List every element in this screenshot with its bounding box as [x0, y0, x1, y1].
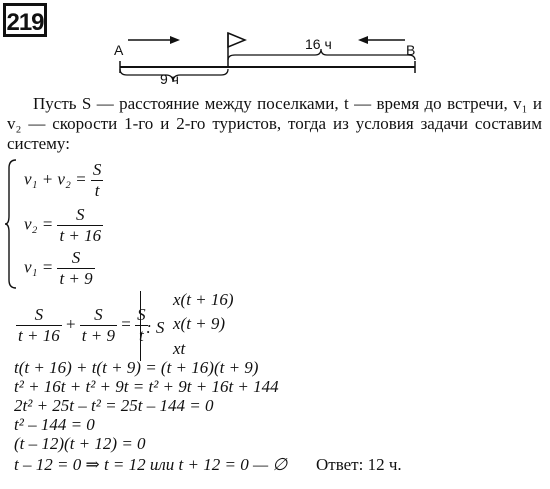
equation-1-denominator: t: [91, 180, 104, 201]
time-after-meeting-label: 16 ч: [305, 36, 332, 52]
combined-frac-2-numerator: S: [94, 305, 103, 324]
equation-3-numerator: S: [71, 248, 81, 267]
arrow-left-head-icon: [358, 36, 368, 44]
equation-2-numerator: S: [76, 205, 85, 224]
combined-frac-2-denominator: t + 9: [81, 326, 115, 345]
combined-equation: [16, 305, 148, 346]
combined-plus: +: [65, 314, 76, 334]
flag-icon: [228, 33, 245, 47]
equation-2-denominator: t + 16: [59, 226, 102, 245]
divider-line: [140, 291, 141, 361]
combined-frac-3-numerator: S: [137, 305, 146, 324]
step-5: (t – 12)(t + 12) = 0: [14, 434, 146, 453]
equation-3-lhs: v₁ =: [24, 257, 54, 277]
problem-number-badge: 219: [3, 3, 47, 37]
combined-frac-1-numerator: S: [34, 305, 44, 324]
multiplier-1: x(t + 16): [173, 290, 234, 309]
equation-3: [24, 248, 95, 289]
step-1: t(t + 16) + t(t + 9) = (t + 16)(t + 9): [14, 358, 259, 377]
equation-2: [24, 205, 103, 246]
equation-3-denominator: t + 9: [59, 269, 93, 288]
point-a-label: A: [114, 42, 124, 58]
arrow-right-head-icon: [170, 36, 180, 44]
combined-equals: =: [121, 314, 131, 334]
answer: Ответ: 12 ч.: [316, 455, 402, 474]
point-b-label: B: [406, 42, 416, 58]
combined-frac-1-denominator: t + 16: [18, 326, 60, 345]
equation-1-lhs: v₁ + v₂ =: [24, 169, 87, 189]
equation-1: [24, 160, 103, 201]
step-4: t² – 144 = 0: [14, 415, 95, 434]
multiplier-2: x(t + 9): [173, 314, 226, 333]
route-diagram: [100, 25, 430, 90]
intro-paragraph: Пусть S — расстояние между поселками, t — время до встречи, v₁ и v₂ — скорости 1-го и 2-го туристов, тогда из условия задачи составим систему:: [7, 94, 542, 153]
equation-1-numerator: S: [92, 160, 102, 179]
combined-frac-3-denominator: t: [135, 325, 148, 346]
step-6: t – 12 = 0 ⇒ t = 12 или t + 12 = 0 — ∅: [14, 455, 288, 474]
equation-2-lhs: v₂ =: [24, 214, 54, 234]
system-brace: [4, 158, 18, 290]
step-2: t² + 16t + t² + 9t = t² + 9t + 16t + 144: [14, 377, 279, 396]
time-before-meeting-label: 9 ч: [160, 71, 179, 87]
step-3: 2t² + 25t – t² = 25t – 144 = 0: [14, 396, 214, 415]
divide-by-s: : S: [146, 318, 165, 337]
multiplier-3: xt: [173, 339, 186, 358]
